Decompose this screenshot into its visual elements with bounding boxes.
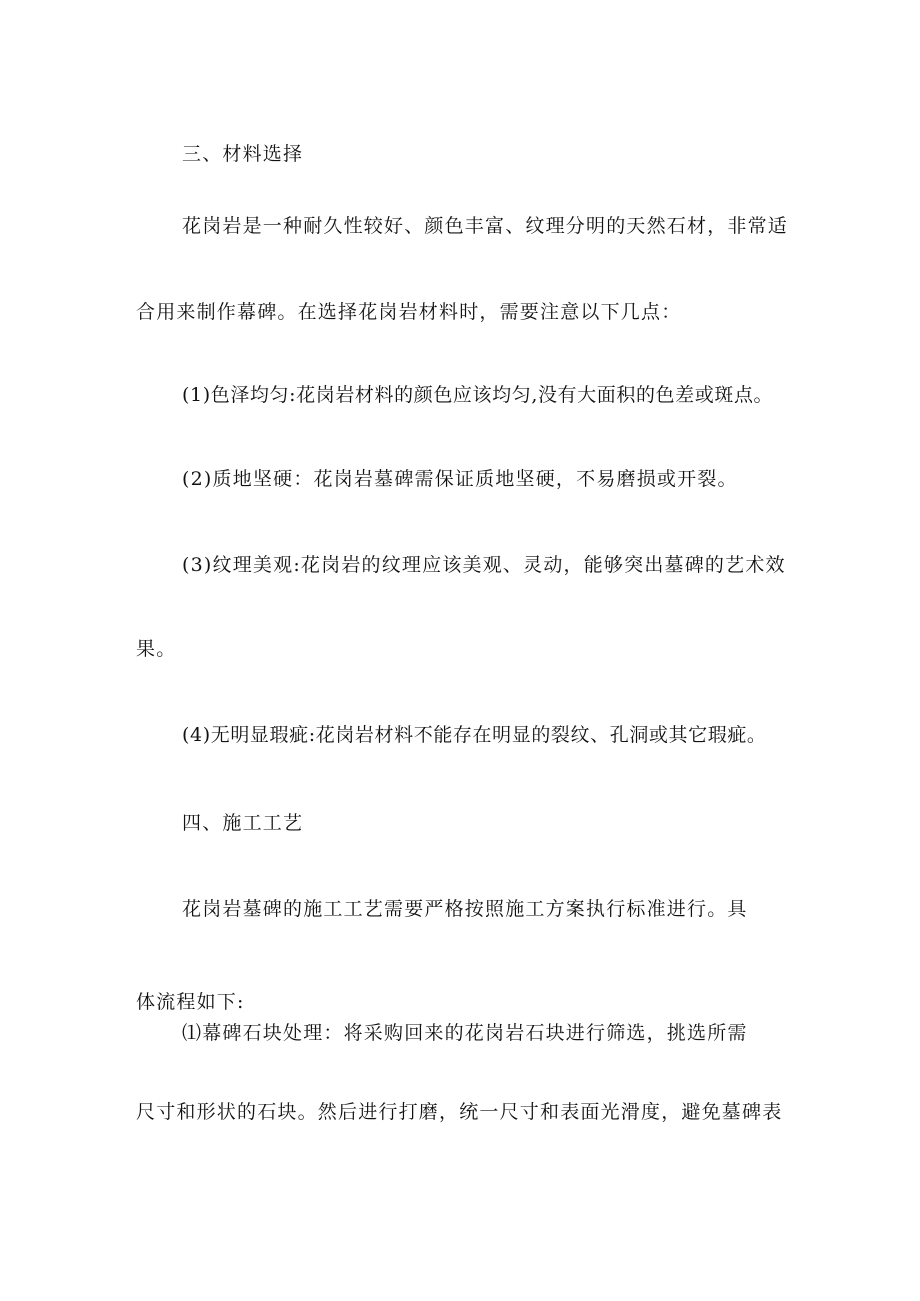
paragraph-line: 合用来制作幕碑。在选择花岗岩材料时，需要注意以下几点： <box>136 301 682 323</box>
paragraph-line: 尺寸和形状的石块。然后进行打磨，统一尺寸和表面光滑度，避免墓碑表 <box>136 1101 783 1123</box>
paragraph-line: 花岗岩墓碑的施工工艺需要严格按照施工方案执行标准进行。具 <box>182 898 748 920</box>
list-item-texture: (3)纹理美观:花岗岩的纹理应该美观、灵动，能够突出墓碑的艺术效 <box>182 554 786 576</box>
section-heading-construction: 四、施工工艺 <box>182 812 304 834</box>
list-item-stone-processing: ⑴幕碑石块处理：将采购回来的花岗岩石块进行筛选，挑选所需 <box>182 1022 748 1044</box>
list-item-defects: (4)无明显瑕疵:花岗岩材料不能存在明显的裂纹、孔洞或其它瑕疵。 <box>182 724 767 746</box>
section-heading-materials: 三、材料选择 <box>182 143 304 165</box>
paragraph-line: 体流程如下: <box>136 991 245 1013</box>
list-item-hardness: (2)质地坚硬：花岗岩墓碑需保证质地坚硬，不易磨损或开裂。 <box>182 468 738 490</box>
paragraph-line: 花岗岩是一种耐久性较好、颜色丰富、纹理分明的天然石材，非常适 <box>182 215 789 237</box>
list-item-color: (1)色泽均匀:花岗岩材料的颜色应该均匀,没有大面积的色差或斑点。 <box>182 384 774 406</box>
paragraph-line: 果。 <box>136 638 177 660</box>
